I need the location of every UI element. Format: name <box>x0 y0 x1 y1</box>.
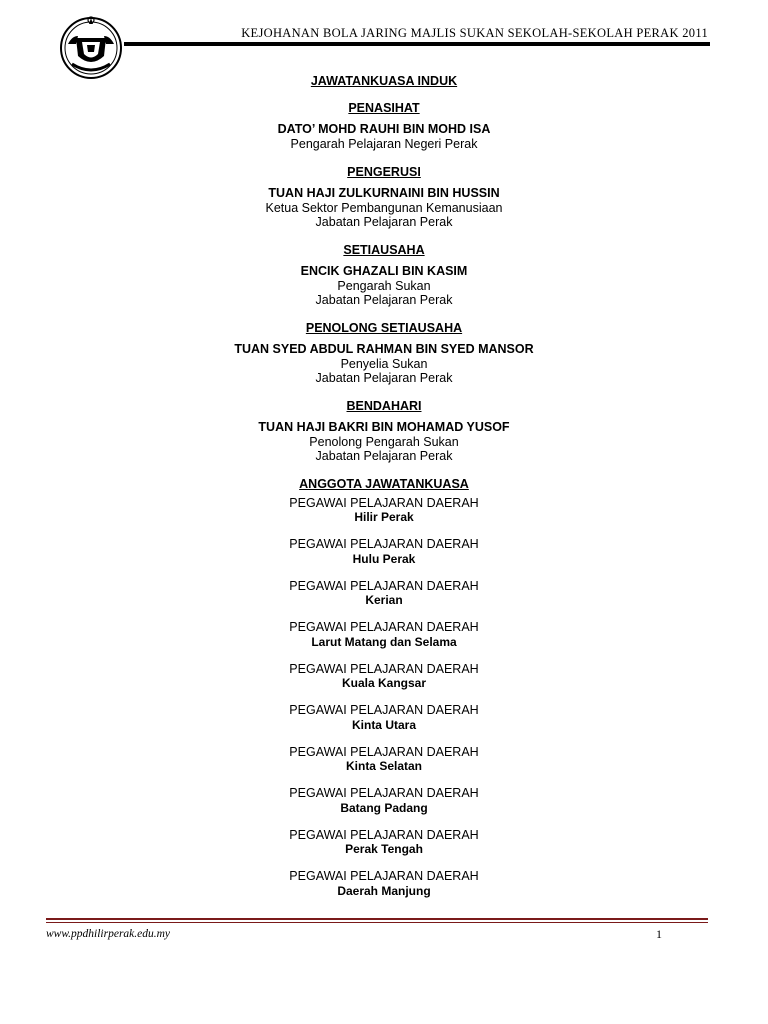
header-title: KEJOHANAN BOLA JARING MAJLIS SUKAN SEKOLAH-SEKOLAH PERAK 2011 <box>241 26 708 40</box>
footer-url: www.ppdhilirperak.edu.my <box>46 928 171 940</box>
member-district: Batang Padang <box>340 800 428 815</box>
section-pengerusi <box>0 164 768 230</box>
section-heading: PENASIHAT <box>348 101 420 115</box>
person-department: Jabatan Pelajaran Perak <box>315 293 453 307</box>
member-district: Kinta Utara <box>351 717 416 732</box>
section-penolong-setiausaha <box>0 320 768 386</box>
document-body <box>0 74 768 911</box>
member-district: Hulu Perak <box>352 551 416 566</box>
section-heading: PENOLONG SETIAUSAHA <box>305 320 463 335</box>
footer-rule <box>46 918 708 920</box>
section-heading: SETIAUSAHA <box>343 242 425 257</box>
member-item <box>0 786 768 815</box>
member-title: PEGAWAI PELAJARAN DAERAH <box>289 661 479 676</box>
member-district: Perak Tengah <box>345 842 423 856</box>
person-department: Jabatan Pelajaran Perak <box>315 215 453 229</box>
member-district: Daerah Manjung <box>337 883 431 898</box>
member-district: Kinta Selatan <box>345 759 423 773</box>
member-item <box>0 537 768 566</box>
member-item <box>0 620 768 649</box>
member-title: PEGAWAI PELAJARAN DAERAH <box>289 786 479 800</box>
person-name: TUAN SYED ABDUL RAHMAN BIN SYED MANSOR <box>234 341 534 356</box>
document-title: JAWATANKUASA INDUK <box>310 74 458 88</box>
member-title: PEGAWAI PELAJARAN DAERAH <box>289 869 479 883</box>
person-name: TUAN HAJI BAKRI BIN MOHAMAD YUSOF <box>258 419 510 434</box>
member-district: Hilir Perak <box>354 510 414 524</box>
person-department: Jabatan Pelajaran Perak <box>315 371 453 385</box>
section-heading: BENDAHARI <box>346 398 422 413</box>
member-item <box>0 662 768 691</box>
person-department: Jabatan Pelajaran Perak <box>315 449 453 463</box>
member-title: PEGAWAI PELAJARAN DAERAH <box>289 495 479 510</box>
member-district: Larut Matang dan Selama <box>311 634 457 649</box>
school-crest-icon <box>58 14 124 80</box>
person-name: TUAN HAJI ZULKURNAINI BIN HUSSIN <box>268 185 500 200</box>
member-item <box>0 869 768 898</box>
member-district: Kuala Kangsar <box>341 676 427 690</box>
person-position: Pengarah Pelajaran Negeri Perak <box>290 137 478 151</box>
section-setiausaha <box>0 242 768 308</box>
member-title: PEGAWAI PELAJARAN DAERAH <box>289 703 479 717</box>
member-item <box>0 703 768 732</box>
member-title: PEGAWAI PELAJARAN DAERAH <box>289 620 479 634</box>
members-heading: ANGGOTA JAWATANKUASA <box>299 476 469 491</box>
member-item <box>0 828 768 857</box>
section-heading: PENGERUSI <box>347 164 421 179</box>
member-item <box>0 496 768 525</box>
header-rule <box>124 42 710 46</box>
member-item <box>0 579 768 608</box>
person-position: Ketua Sektor Pembangunan Kemanusiaan <box>265 200 503 215</box>
member-title: PEGAWAI PELAJARAN DAERAH <box>289 827 479 842</box>
person-name: DATO’ MOHD RAUHI BIN MOHD ISA <box>277 122 491 136</box>
person-position: Penyelia Sukan <box>340 356 428 371</box>
member-item <box>0 745 768 774</box>
member-title: PEGAWAI PELAJARAN DAERAH <box>289 537 479 551</box>
person-position: Pengarah Sukan <box>337 278 431 293</box>
section-penasihat <box>0 100 768 152</box>
footer-rule-thin <box>46 922 708 923</box>
member-title: PEGAWAI PELAJARAN DAERAH <box>289 744 479 759</box>
person-name: ENCIK GHAZALI BIN KASIM <box>300 263 468 278</box>
member-title: PEGAWAI PELAJARAN DAERAH <box>289 578 479 593</box>
member-district: Kerian <box>365 593 403 607</box>
page-number: 1 <box>656 927 662 941</box>
person-position: Penolong Pengarah Sukan <box>309 434 459 449</box>
section-bendahari <box>0 398 768 464</box>
